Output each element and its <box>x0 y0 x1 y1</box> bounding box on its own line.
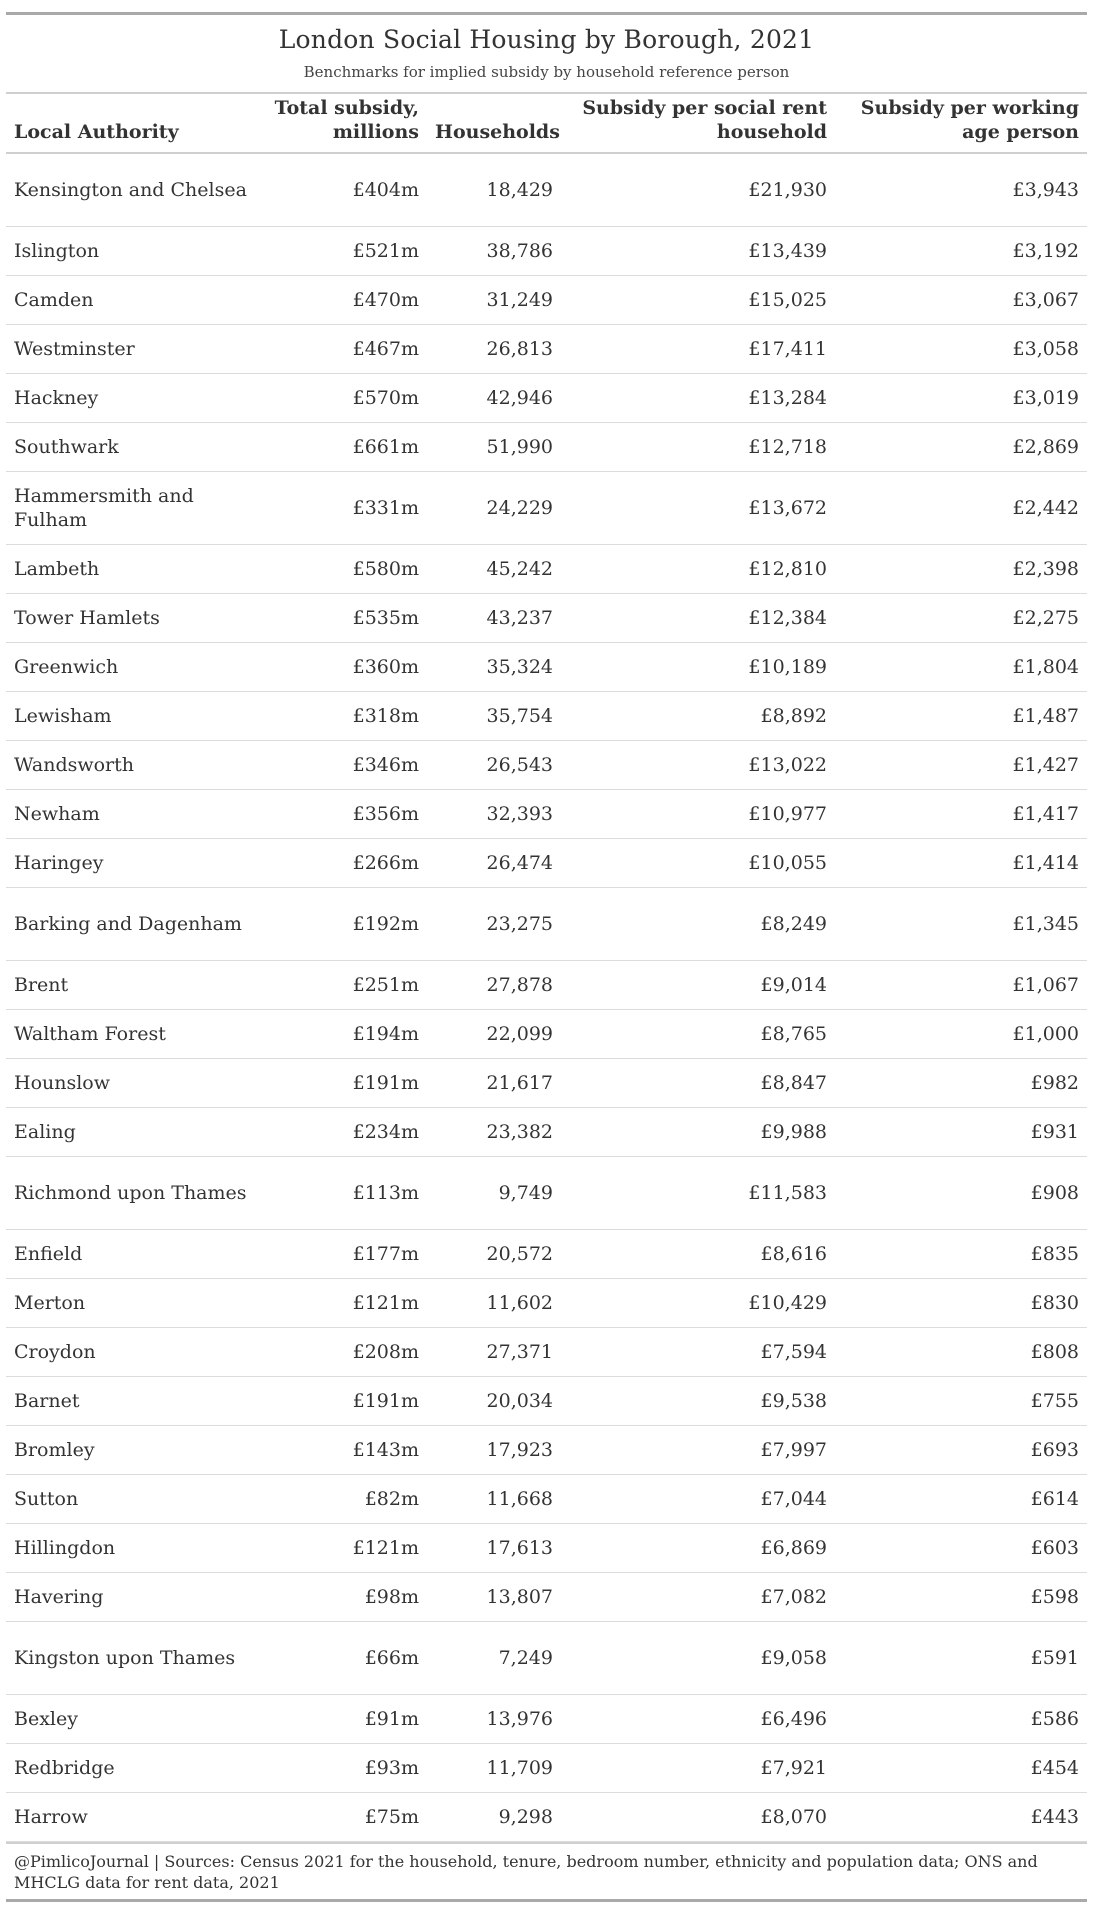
cell-households: 35,754 <box>427 691 561 740</box>
cell-local-authority: Haringey <box>6 838 265 887</box>
bottom-rule <box>6 1899 1087 1902</box>
cell-subsidy-per-household: £13,022 <box>561 740 835 789</box>
table-row <box>6 1009 1087 1058</box>
cell-total-subsidy: £535m <box>265 593 427 642</box>
cell-households: 26,813 <box>427 324 561 373</box>
header-row <box>6 94 1087 153</box>
cell-subsidy-per-person: £2,442 <box>835 471 1087 544</box>
cell-subsidy-per-household: £7,921 <box>561 1743 835 1792</box>
cell-households: 20,034 <box>427 1376 561 1425</box>
cell-subsidy-per-household: £10,189 <box>561 642 835 691</box>
cell-local-authority: Hounslow <box>6 1058 265 1107</box>
table-row <box>6 422 1087 471</box>
cell-subsidy-per-person: £1,414 <box>835 838 1087 887</box>
cell-local-authority: Barking and Dagenham <box>6 887 265 960</box>
top-rule <box>6 12 1087 15</box>
cell-subsidy-per-person: £1,487 <box>835 691 1087 740</box>
table-row <box>6 740 1087 789</box>
cell-subsidy-per-person: £2,869 <box>835 422 1087 471</box>
cell-subsidy-per-household: £7,594 <box>561 1327 835 1376</box>
cell-total-subsidy: £331m <box>265 471 427 544</box>
cell-subsidy-per-person: £1,345 <box>835 887 1087 960</box>
cell-households: 43,237 <box>427 593 561 642</box>
cell-total-subsidy: £404m <box>265 153 427 226</box>
cell-local-authority: Havering <box>6 1572 265 1621</box>
cell-local-authority: Croydon <box>6 1327 265 1376</box>
cell-subsidy-per-household: £13,284 <box>561 373 835 422</box>
cell-total-subsidy: £580m <box>265 544 427 593</box>
cell-households: 21,617 <box>427 1058 561 1107</box>
cell-subsidy-per-person: £808 <box>835 1327 1087 1376</box>
cell-total-subsidy: £194m <box>265 1009 427 1058</box>
cell-subsidy-per-household: £9,058 <box>561 1621 835 1694</box>
source-note: @PimlicoJournal | Sources: Census 2021 for the household, tenure, bedroom number, ethnicity and population data; ONS and MHCLG data for rent data, 2021 <box>14 1851 1038 1892</box>
table-row <box>6 960 1087 1009</box>
table-row <box>6 1278 1087 1327</box>
cell-total-subsidy: £192m <box>265 887 427 960</box>
cell-total-subsidy: £360m <box>265 642 427 691</box>
cell-subsidy-per-household: £7,082 <box>561 1572 835 1621</box>
cell-subsidy-per-household: £7,044 <box>561 1474 835 1523</box>
cell-total-subsidy: £570m <box>265 373 427 422</box>
cell-households: 38,786 <box>427 226 561 275</box>
cell-subsidy-per-person: £614 <box>835 1474 1087 1523</box>
cell-total-subsidy: £121m <box>265 1523 427 1572</box>
cell-total-subsidy: £191m <box>265 1376 427 1425</box>
table-row <box>6 838 1087 887</box>
cell-subsidy-per-household: £11,583 <box>561 1156 835 1229</box>
cell-households: 31,249 <box>427 275 561 324</box>
cell-subsidy-per-person: £693 <box>835 1425 1087 1474</box>
cell-subsidy-per-household: £13,439 <box>561 226 835 275</box>
cell-households: 23,275 <box>427 887 561 960</box>
cell-subsidy-per-household: £17,411 <box>561 324 835 373</box>
cell-local-authority: Sutton <box>6 1474 265 1523</box>
cell-total-subsidy: £66m <box>265 1621 427 1694</box>
table-figure <box>6 12 1087 1902</box>
table-row <box>6 226 1087 275</box>
table-row <box>6 471 1087 544</box>
cell-subsidy-per-person: £2,275 <box>835 593 1087 642</box>
table-subtitle: Benchmarks for implied subsidy by household reference person <box>303 63 790 81</box>
cell-subsidy-per-person: £1,067 <box>835 960 1087 1009</box>
table-row <box>6 1327 1087 1376</box>
cell-subsidy-per-household: £12,718 <box>561 422 835 471</box>
cell-subsidy-per-person: £591 <box>835 1621 1087 1694</box>
cell-subsidy-per-person: £3,019 <box>835 373 1087 422</box>
cell-total-subsidy: £143m <box>265 1425 427 1474</box>
table-row <box>6 1694 1087 1743</box>
table-row <box>6 1792 1087 1841</box>
cell-local-authority: Brent <box>6 960 265 1009</box>
cell-total-subsidy: £82m <box>265 1474 427 1523</box>
cell-subsidy-per-household: £10,977 <box>561 789 835 838</box>
cell-total-subsidy: £470m <box>265 275 427 324</box>
cell-local-authority: Barnet <box>6 1376 265 1425</box>
cell-subsidy-per-household: £12,384 <box>561 593 835 642</box>
table-row <box>6 1425 1087 1474</box>
cell-total-subsidy: £251m <box>265 960 427 1009</box>
cell-local-authority: Wandsworth <box>6 740 265 789</box>
table-row <box>6 1376 1087 1425</box>
cell-households: 11,709 <box>427 1743 561 1792</box>
cell-total-subsidy: £661m <box>265 422 427 471</box>
cell-subsidy-per-person: £3,058 <box>835 324 1087 373</box>
cell-local-authority: Lambeth <box>6 544 265 593</box>
cell-local-authority: Richmond upon Thames <box>6 1156 265 1229</box>
cell-total-subsidy: £346m <box>265 740 427 789</box>
cell-subsidy-per-household: £8,249 <box>561 887 835 960</box>
cell-subsidy-per-person: £586 <box>835 1694 1087 1743</box>
cell-total-subsidy: £98m <box>265 1572 427 1621</box>
cell-subsidy-per-person: £3,943 <box>835 153 1087 226</box>
cell-subsidy-per-household: £15,025 <box>561 275 835 324</box>
column-header-total-subsidy: Total subsidy, millions <box>274 97 419 143</box>
table-row <box>6 1523 1087 1572</box>
cell-subsidy-per-person: £982 <box>835 1058 1087 1107</box>
cell-subsidy-per-person: £598 <box>835 1572 1087 1621</box>
cell-households: 27,878 <box>427 960 561 1009</box>
table-row <box>6 1743 1087 1792</box>
column-header-households: Households <box>435 121 560 143</box>
cell-total-subsidy: £318m <box>265 691 427 740</box>
cell-local-authority: Ealing <box>6 1107 265 1156</box>
cell-subsidy-per-person: £755 <box>835 1376 1087 1425</box>
cell-local-authority: Southwark <box>6 422 265 471</box>
cell-subsidy-per-household: £13,672 <box>561 471 835 544</box>
table-row <box>6 544 1087 593</box>
cell-total-subsidy: £266m <box>265 838 427 887</box>
table-row <box>6 275 1087 324</box>
cell-subsidy-per-person: £603 <box>835 1523 1087 1572</box>
cell-subsidy-per-person: £835 <box>835 1229 1087 1278</box>
table-row <box>6 691 1087 740</box>
table-row <box>6 1474 1087 1523</box>
table-row <box>6 1572 1087 1621</box>
cell-subsidy-per-person: £931 <box>835 1107 1087 1156</box>
cell-total-subsidy: £75m <box>265 1792 427 1841</box>
table-row <box>6 593 1087 642</box>
cell-local-authority: Tower Hamlets <box>6 593 265 642</box>
cell-local-authority: Newham <box>6 789 265 838</box>
cell-subsidy-per-household: £10,055 <box>561 838 835 887</box>
cell-local-authority: Kensington and Chelsea <box>6 153 265 226</box>
cell-local-authority: Greenwich <box>6 642 265 691</box>
cell-local-authority: Merton <box>6 1278 265 1327</box>
cell-local-authority: Islington <box>6 226 265 275</box>
cell-households: 51,990 <box>427 422 561 471</box>
cell-subsidy-per-household: £8,892 <box>561 691 835 740</box>
cell-local-authority: Hillingdon <box>6 1523 265 1572</box>
table-row <box>6 642 1087 691</box>
cell-households: 13,976 <box>427 1694 561 1743</box>
cell-total-subsidy: £177m <box>265 1229 427 1278</box>
cell-local-authority: Waltham Forest <box>6 1009 265 1058</box>
column-header-subsidy-per-household: Subsidy per social rent household <box>582 97 827 143</box>
cell-subsidy-per-household: £9,988 <box>561 1107 835 1156</box>
table-row <box>6 373 1087 422</box>
cell-local-authority: Bexley <box>6 1694 265 1743</box>
cell-households: 26,474 <box>427 838 561 887</box>
table-row <box>6 887 1087 960</box>
cell-subsidy-per-household: £21,930 <box>561 153 835 226</box>
cell-households: 11,668 <box>427 1474 561 1523</box>
table-row <box>6 789 1087 838</box>
cell-subsidy-per-person: £1,417 <box>835 789 1087 838</box>
cell-households: 7,249 <box>427 1621 561 1694</box>
cell-subsidy-per-person: £3,192 <box>835 226 1087 275</box>
cell-subsidy-per-person: £2,398 <box>835 544 1087 593</box>
cell-households: 24,229 <box>427 471 561 544</box>
cell-households: 26,543 <box>427 740 561 789</box>
cell-local-authority: Bromley <box>6 1425 265 1474</box>
column-header-subsidy-per-person: Subsidy per working age person <box>860 97 1079 143</box>
data-table <box>6 94 1087 1842</box>
cell-local-authority: Lewisham <box>6 691 265 740</box>
cell-local-authority: Westminster <box>6 324 265 373</box>
table-row <box>6 153 1087 226</box>
cell-subsidy-per-household: £9,538 <box>561 1376 835 1425</box>
table-row <box>6 1107 1087 1156</box>
cell-households: 32,393 <box>427 789 561 838</box>
cell-total-subsidy: £521m <box>265 226 427 275</box>
cell-households: 11,602 <box>427 1278 561 1327</box>
cell-households: 13,807 <box>427 1572 561 1621</box>
cell-total-subsidy: £208m <box>265 1327 427 1376</box>
cell-total-subsidy: £121m <box>265 1278 427 1327</box>
cell-households: 22,099 <box>427 1009 561 1058</box>
table-row <box>6 1058 1087 1107</box>
cell-total-subsidy: £113m <box>265 1156 427 1229</box>
cell-households: 20,572 <box>427 1229 561 1278</box>
cell-subsidy-per-person: £908 <box>835 1156 1087 1229</box>
table-row <box>6 1621 1087 1694</box>
cell-subsidy-per-household: £7,997 <box>561 1425 835 1474</box>
cell-subsidy-per-person: £1,804 <box>835 642 1087 691</box>
cell-local-authority: Redbridge <box>6 1743 265 1792</box>
cell-households: 18,429 <box>427 153 561 226</box>
cell-local-authority: Enfield <box>6 1229 265 1278</box>
cell-subsidy-per-household: £10,429 <box>561 1278 835 1327</box>
cell-total-subsidy: £356m <box>265 789 427 838</box>
cell-subsidy-per-person: £3,067 <box>835 275 1087 324</box>
cell-subsidy-per-person: £830 <box>835 1278 1087 1327</box>
cell-households: 42,946 <box>427 373 561 422</box>
cell-local-authority: Camden <box>6 275 265 324</box>
cell-total-subsidy: £91m <box>265 1694 427 1743</box>
cell-subsidy-per-household: £6,869 <box>561 1523 835 1572</box>
cell-subsidy-per-household: £8,616 <box>561 1229 835 1278</box>
cell-subsidy-per-person: £454 <box>835 1743 1087 1792</box>
cell-households: 9,298 <box>427 1792 561 1841</box>
cell-households: 17,923 <box>427 1425 561 1474</box>
cell-subsidy-per-household: £8,070 <box>561 1792 835 1841</box>
cell-subsidy-per-person: £443 <box>835 1792 1087 1841</box>
cell-households: 23,382 <box>427 1107 561 1156</box>
cell-total-subsidy: £467m <box>265 324 427 373</box>
table-row <box>6 1229 1087 1278</box>
cell-local-authority: Hammersmith and Fulham <box>6 471 265 544</box>
cell-total-subsidy: £191m <box>265 1058 427 1107</box>
cell-subsidy-per-household: £6,496 <box>561 1694 835 1743</box>
cell-subsidy-per-person: £1,427 <box>835 740 1087 789</box>
cell-households: 45,242 <box>427 544 561 593</box>
cell-households: 35,324 <box>427 642 561 691</box>
cell-total-subsidy: £93m <box>265 1743 427 1792</box>
cell-subsidy-per-household: £9,014 <box>561 960 835 1009</box>
cell-local-authority: Hackney <box>6 373 265 422</box>
cell-local-authority: Kingston upon Thames <box>6 1621 265 1694</box>
table-title: London Social Housing by Borough, 2021 <box>278 25 815 54</box>
cell-subsidy-per-person: £1,000 <box>835 1009 1087 1058</box>
cell-local-authority: Harrow <box>6 1792 265 1841</box>
cell-total-subsidy: £234m <box>265 1107 427 1156</box>
table-row <box>6 1156 1087 1229</box>
cell-subsidy-per-household: £8,847 <box>561 1058 835 1107</box>
column-header-local-authority: Local Authority <box>14 121 179 143</box>
cell-households: 17,613 <box>427 1523 561 1572</box>
cell-subsidy-per-household: £8,765 <box>561 1009 835 1058</box>
cell-households: 9,749 <box>427 1156 561 1229</box>
cell-subsidy-per-household: £12,810 <box>561 544 835 593</box>
cell-households: 27,371 <box>427 1327 561 1376</box>
table-row <box>6 324 1087 373</box>
